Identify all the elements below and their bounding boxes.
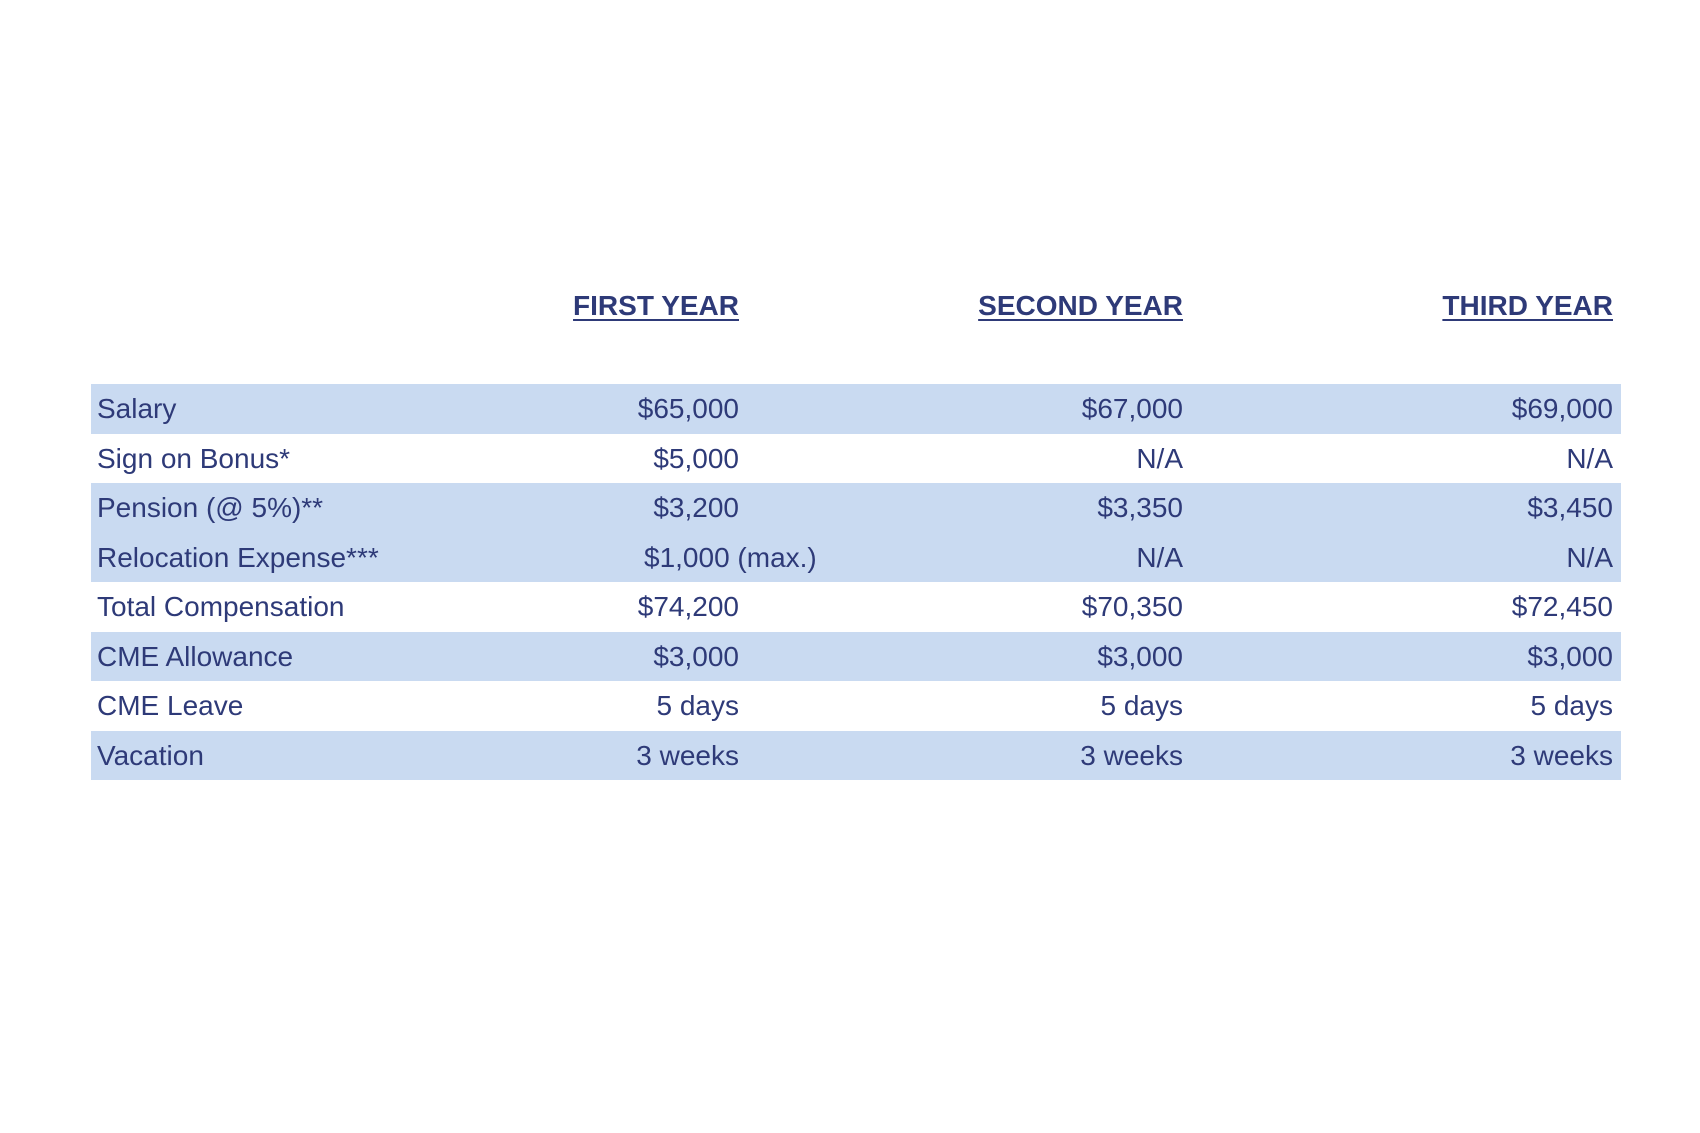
row-label: Vacation: [97, 739, 204, 771]
third-year-value: $3,000: [1527, 640, 1613, 672]
first-year-value: 3 weeks: [636, 739, 739, 771]
third-year-value: N/A: [1566, 442, 1613, 474]
first-year-value: $74,200: [637, 591, 739, 622]
second-year-value: 3 weeks: [1080, 739, 1183, 771]
table-row-pension: [91, 483, 1621, 533]
third-year-value: $72,450: [1511, 591, 1613, 622]
table-header-row: [91, 290, 1621, 330]
table-row-cme-allowance: [91, 632, 1621, 682]
first-year-value: 5 days: [656, 690, 739, 721]
table-row-vacation: [91, 731, 1621, 781]
row-label: Relocation Expense***: [97, 541, 379, 573]
third-year-value: 3 weeks: [1510, 739, 1613, 771]
second-year-value: N/A: [1136, 541, 1183, 573]
second-year-value: $3,350: [1097, 492, 1183, 523]
row-label: CME Allowance: [97, 640, 294, 672]
first-year-value: $1,000 (max.): [644, 541, 817, 573]
third-year-value: 5 days: [1530, 690, 1613, 721]
row-label: Total Compensation: [97, 591, 345, 622]
first-year-value: $65,000: [637, 393, 739, 424]
second-year-value: N/A: [1136, 442, 1183, 474]
table-row-sign-on-bonus: [91, 434, 1621, 484]
table-body: [91, 384, 1621, 780]
table-row-relocation-expense: [91, 533, 1621, 583]
second-year-value: 5 days: [1100, 690, 1183, 721]
second-year-value: $3,000: [1097, 640, 1183, 672]
row-label: Salary: [97, 393, 177, 424]
row-label: CME Leave: [97, 690, 244, 721]
table-row-salary: [91, 384, 1621, 434]
header-first-year: FIRST YEAR: [573, 290, 739, 321]
table-row-total-compensation: [91, 582, 1621, 632]
third-year-value: N/A: [1566, 541, 1613, 573]
row-label: Sign on Bonus*: [97, 442, 291, 474]
first-year-value: $3,200: [653, 492, 739, 523]
header-second-year: SECOND YEAR: [978, 290, 1183, 321]
first-year-value: $3,000: [653, 640, 739, 672]
first-year-value: $5,000: [653, 442, 739, 474]
third-year-value: $3,450: [1527, 492, 1613, 523]
second-year-value: $67,000: [1081, 393, 1183, 424]
row-label: Pension (@ 5%)**: [97, 492, 324, 523]
table-row-cme-leave: [91, 681, 1621, 731]
header-third-year: THIRD YEAR: [1442, 290, 1613, 321]
second-year-value: $70,350: [1081, 591, 1183, 622]
third-year-value: $69,000: [1511, 393, 1613, 424]
